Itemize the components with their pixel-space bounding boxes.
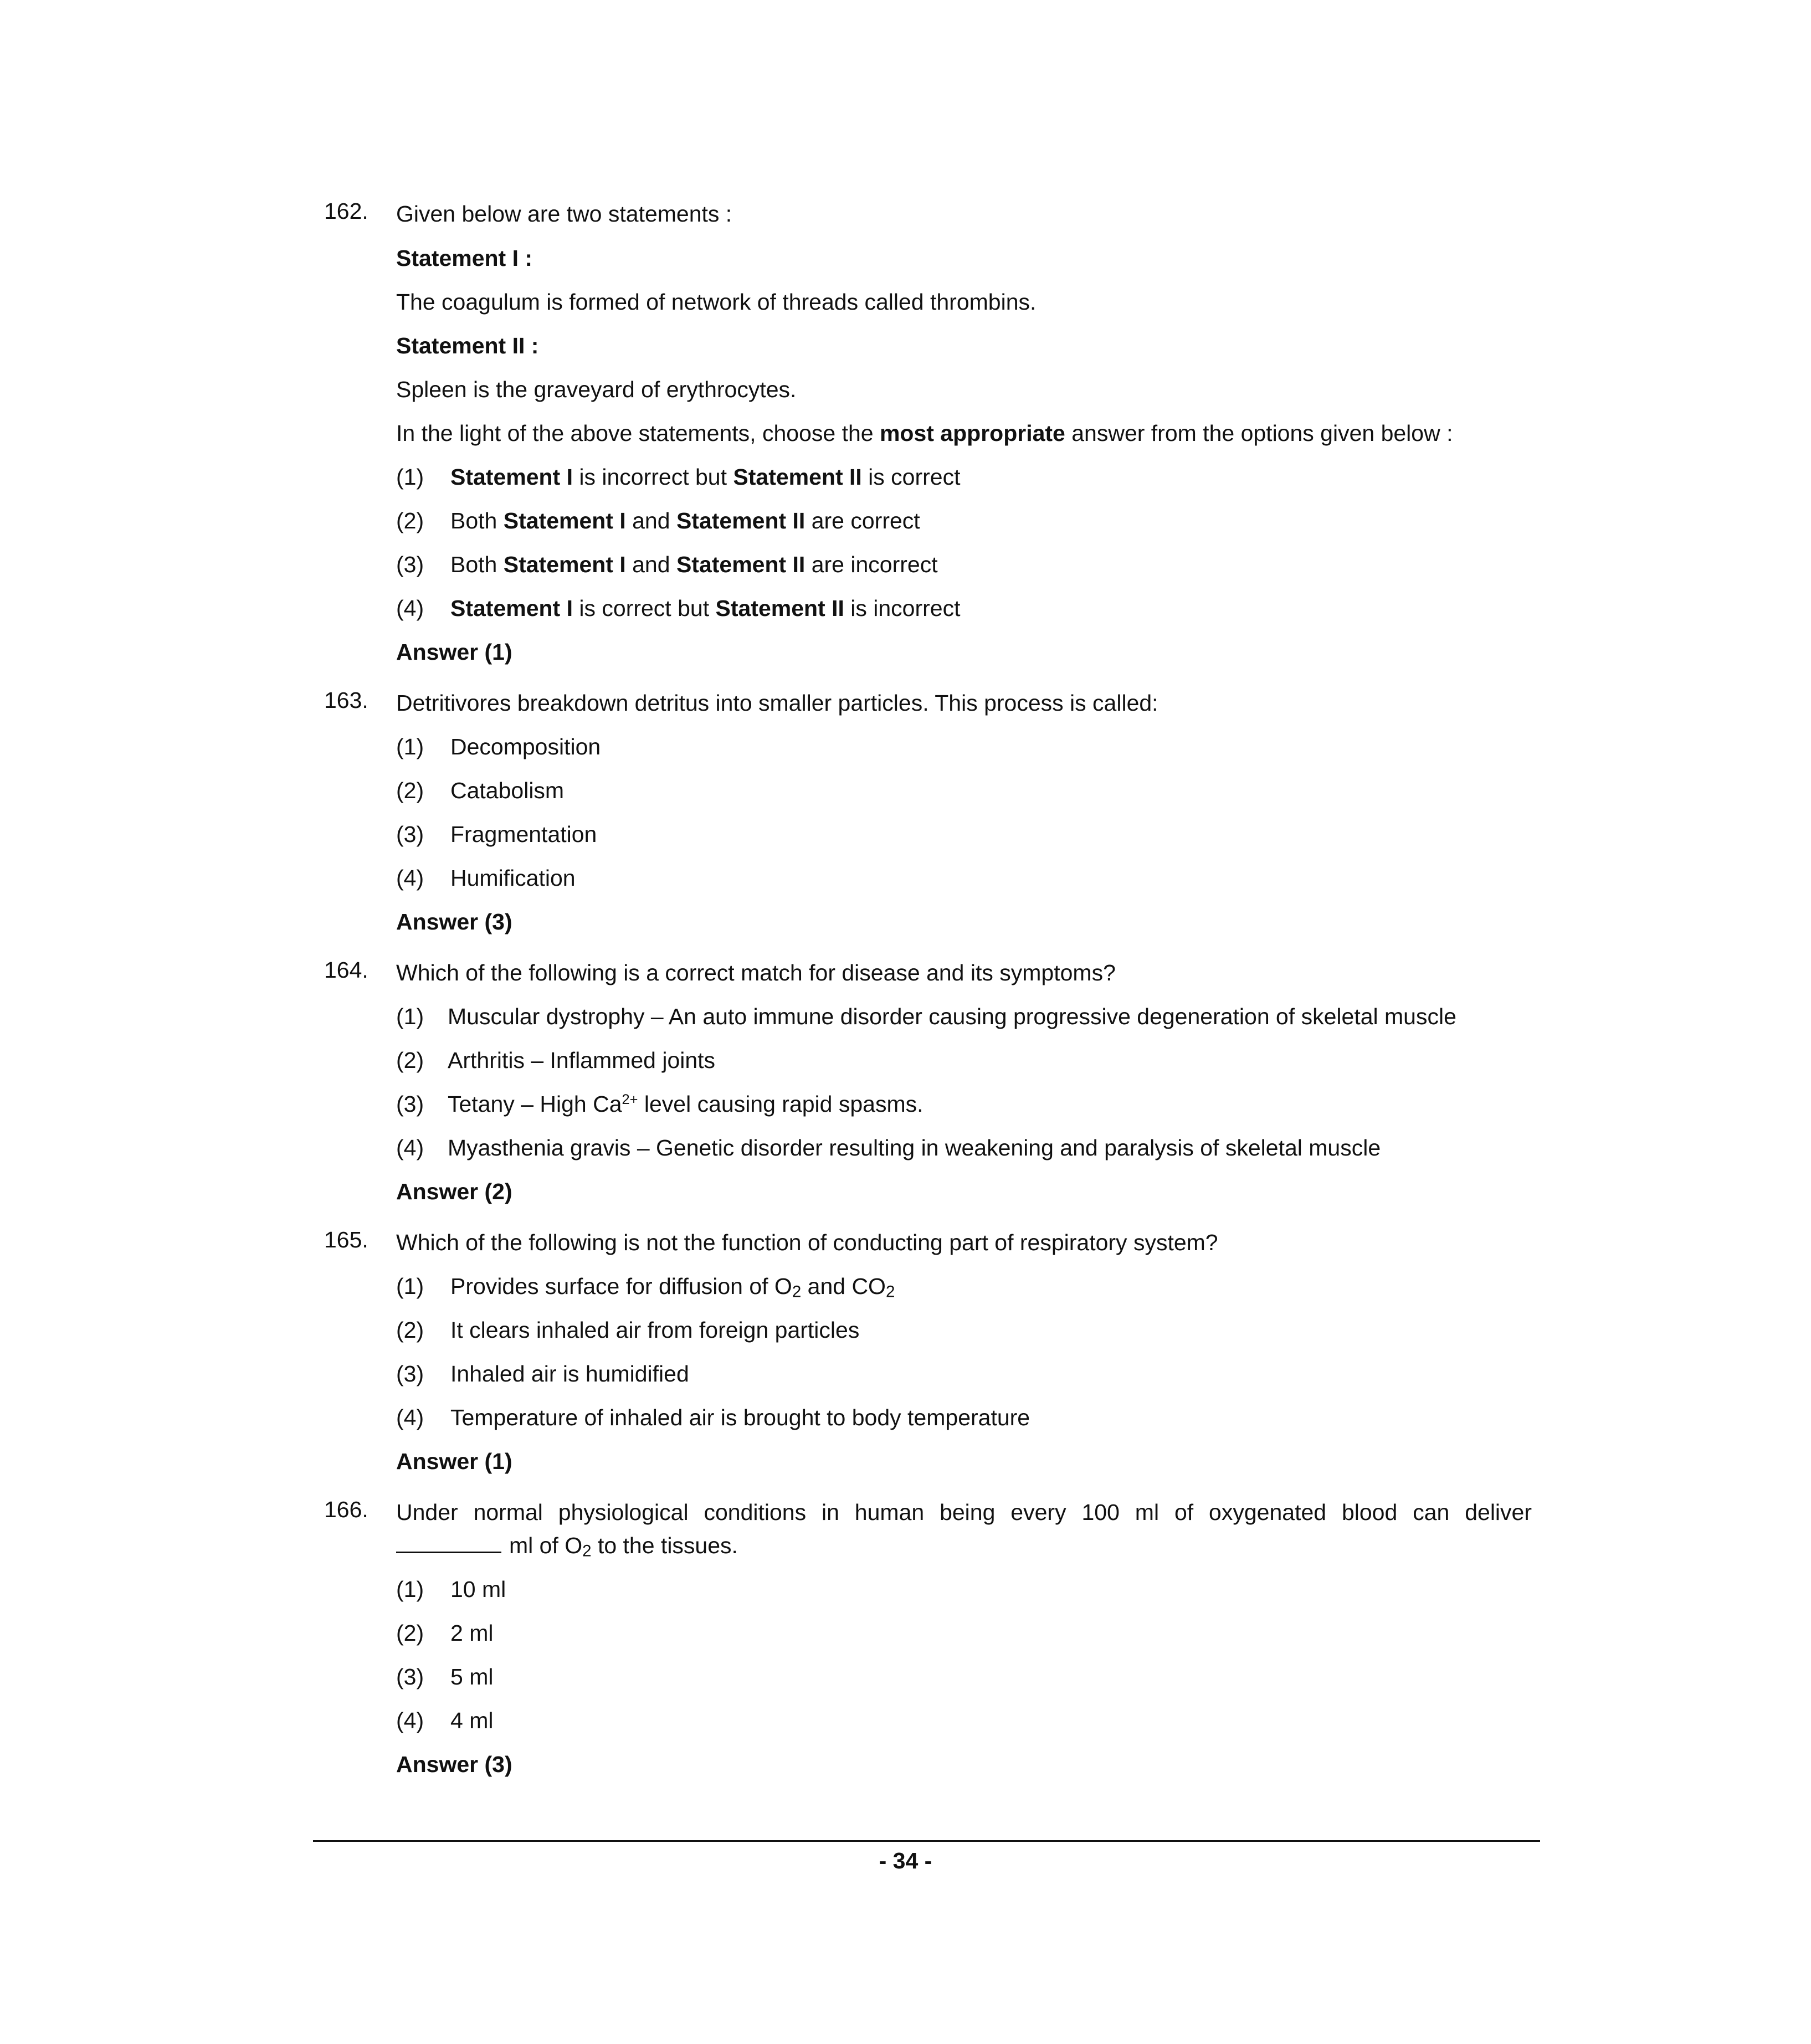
option-4: (4) Temperature of inhaled air is brought to body temperature (396, 1405, 1030, 1430)
question-text: Which of the following is not the function of conducting part of respiratory system? (396, 1230, 1218, 1255)
question-text: Detritivores breakdown detritus into smaller particles. This process is called: (396, 690, 1158, 716)
question-text-line-1: Under normal physiological conditions in human being every 100 ml of oxygenated blood can deliver (396, 1499, 1532, 1525)
option-2: (2) Both Statement I and Statement II are correct (396, 508, 920, 533)
page-number: - 34 - (879, 1848, 932, 1873)
statement-2-text: Spleen is the graveyard of erythrocytes. (396, 377, 797, 402)
question-number: 166. (324, 1497, 368, 1522)
option-1: (1) 10 ml (396, 1576, 506, 1602)
answer: Answer (1) (396, 639, 512, 665)
option-4: (4) Humification (396, 865, 576, 891)
question-number: 164. (324, 957, 368, 983)
option-1: (1) Muscular dystrophy – An auto immune disorder causing progressive degeneration of skeletal muscle (396, 1004, 1456, 1029)
statement-2-label: Statement II : (396, 333, 539, 358)
option-2: (2) Catabolism (396, 778, 565, 803)
option-4: (4) Statement I is correct but Statement II is incorrect (396, 595, 961, 621)
question-instruction: In the light of the above statements, choose the most appropriate answer from the options given below : (396, 420, 1453, 446)
option-2: (2) 2 ml (396, 1620, 494, 1646)
question-number: 162. (324, 198, 368, 224)
option-2: (2) It clears inhaled air from foreign particles (396, 1317, 860, 1343)
question-number: 165. (324, 1227, 368, 1252)
option-3: (3) Inhaled air is humidified (396, 1361, 689, 1386)
option-4: (4) Myasthenia gravis – Genetic disorder resulting in weakening and paralysis of skeletal muscle (396, 1135, 1381, 1160)
option-1: (1) Provides surface for diffusion of $O_2$ and $CO_2$ (396, 1273, 895, 1301)
answer: Answer (1) (396, 1449, 512, 1474)
question-text: Which of the following is a correct match for disease and its symptoms? (396, 960, 1116, 985)
option-3: (3) Tetany – High $Ca^{2+}$ level causing rapid spasms. (396, 1091, 924, 1117)
option-3: (3) Fragmentation (396, 821, 597, 847)
option-4: (4) 4 ml (396, 1708, 494, 1733)
statement-1-label: Statement I : (396, 245, 533, 271)
option-2: (2) Arthritis – Inflammed joints (396, 1047, 716, 1073)
question-intro: Given below are two statements : (396, 201, 732, 227)
option-3: (3) 5 ml (396, 1664, 494, 1689)
answer: Answer (3) (396, 909, 512, 934)
option-1: (1) Statement I is incorrect but Statement II is correct (396, 464, 961, 490)
answer: Answer (3) (396, 1752, 512, 1777)
option-3: (3) Both Statement I and Statement II are incorrect (396, 552, 938, 577)
question-text-line-2: ml of $O_2$ to the tissues. (396, 1532, 738, 1559)
footer-divider (313, 1840, 1540, 1842)
statement-1-text: The coagulum is formed of network of threads called thrombins. (396, 289, 1037, 315)
option-1: (1) Decomposition (396, 734, 601, 759)
answer-blank (396, 1535, 501, 1553)
question-number: 163. (324, 687, 368, 713)
answer: Answer (2) (396, 1179, 512, 1204)
